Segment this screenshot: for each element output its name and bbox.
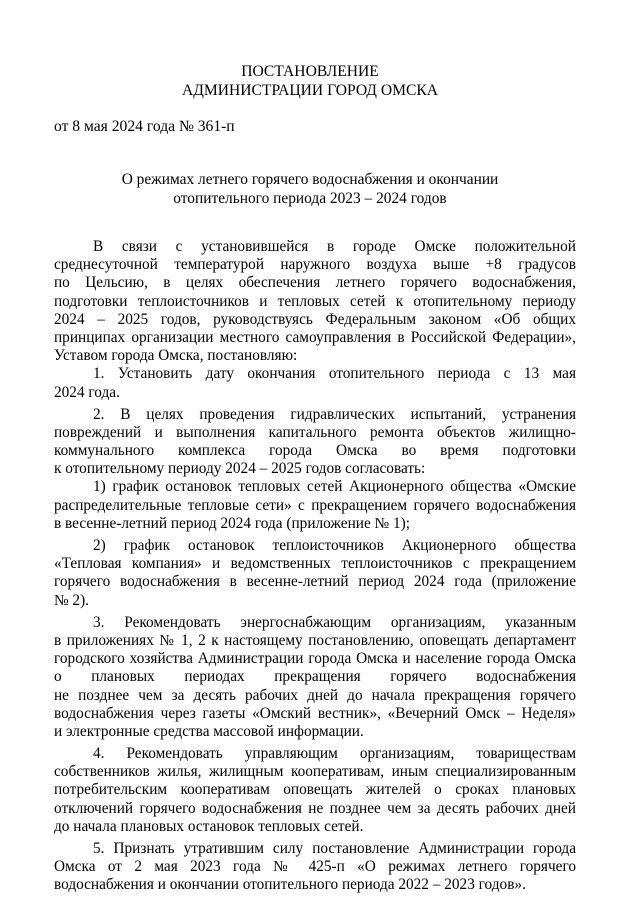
body-line: не позднее чем за десять рабочих дней до начала прекращения горячего xyxy=(54,686,576,704)
body-line: 2024 года. xyxy=(54,383,120,401)
document-title: ПОСТАНОВЛЕНИЕ xyxy=(241,63,379,80)
body-line: 3. Рекомендовать энергоснабжающим организациям, указанным xyxy=(93,613,576,631)
body-line: 2. В целях проведения гидравлических испытаний, устранения xyxy=(93,405,576,423)
body-line: по Цельсию, в целях обеспечения летнего горячего водоснабжения, xyxy=(54,274,576,292)
body-line: 4. Рекомендовать управляющим организациям, товариществам xyxy=(93,745,576,763)
body-line: о плановых периодах прекращения горячего водоснабжения xyxy=(54,668,576,686)
issuing-authority: АДМИНИСТРАЦИИ ГОРОД ОМСКА xyxy=(181,82,439,99)
body-line: 2) график остановок теплоисточников Акционерного общества xyxy=(93,537,576,554)
body-line: горячего водоснабжения в весенне-летний период 2024 года (приложение xyxy=(54,573,576,591)
body-line: потребительским кооперативам оповещать жителей о сроках плановых xyxy=(54,781,576,799)
date-and-number: от 8 мая 2024 года № 361-п xyxy=(54,118,235,135)
document-body xyxy=(54,238,576,895)
body-line: распределительные тепловые сети» с прекращением горячего водоснабжения xyxy=(54,496,576,514)
body-line: в весенне-летний период 2024 года (приложение № 1); xyxy=(54,514,410,532)
body-line: среднесуточной температурой наружного воздуха выше +8 градусов xyxy=(54,256,576,274)
subject-line-1: О режимах летнего горячего водоснабжения и окончании xyxy=(121,171,499,188)
body-line: городского хозяйства Администрации города Омска и население города Омска xyxy=(54,650,576,668)
body-line: 2024 – 2025 годов, руководствуясь Федеральным законом «Об общих xyxy=(54,310,576,328)
body-line: «Тепловая компания» и ведомственных теплоисточников с прекращением xyxy=(54,555,576,573)
body-line: 5. Признать утратившим силу постановление Администрации города xyxy=(93,840,576,857)
body-line: 1. Установить дату окончания отопительного периода с 13 мая xyxy=(93,365,576,383)
body-line: и электронные средства массовой информации. xyxy=(54,722,364,740)
body-line: коммунального комплекса города Омска во время подготовки xyxy=(54,442,576,460)
body-line: № 2). xyxy=(54,591,89,609)
body-line: 1) график остановок тепловых сетей Акционерного общества «Омские xyxy=(93,478,576,496)
body-line: В связи с установившейся в городе Омске положительной xyxy=(93,238,576,255)
body-line: подготовки теплоисточников и тепловых сетей к отопительному периоду xyxy=(54,292,576,310)
body-line: собственников жилья, жилищным кооперативам, иным специализированным xyxy=(54,763,576,781)
body-line: водоснабжения и окончании отопительного периода 2022 – 2023 годов». xyxy=(54,876,526,894)
body-line: Уставом города Омска, постановляю: xyxy=(54,347,298,365)
subject-line-2: отопительного периода 2023 – 2024 годов xyxy=(173,190,447,207)
body-line: в приложениях № 1, 2 к настоящему постановлению, оповещать департамент xyxy=(54,631,576,649)
body-line: принципах организации местного самоуправления в Российской Федерации», xyxy=(54,328,576,346)
body-line: водоснабжения через газеты «Омский вестник», «Вечерний Омск – Неделя» xyxy=(54,704,576,722)
body-line: до начала плановых остановок тепловых сетей. xyxy=(54,817,364,835)
body-line: отключений горячего водоснабжения не позднее чем за десять рабочих дней xyxy=(54,799,576,817)
body-line: повреждений и выполнения капитального ремонта объектов жилищно- xyxy=(54,423,576,441)
body-line: к отопительному периоду 2024 – 2025 годов согласовать: xyxy=(54,460,426,478)
body-line: Омска от 2 мая 2023 года № 425-п «О режимах летнего горячего xyxy=(54,858,576,876)
